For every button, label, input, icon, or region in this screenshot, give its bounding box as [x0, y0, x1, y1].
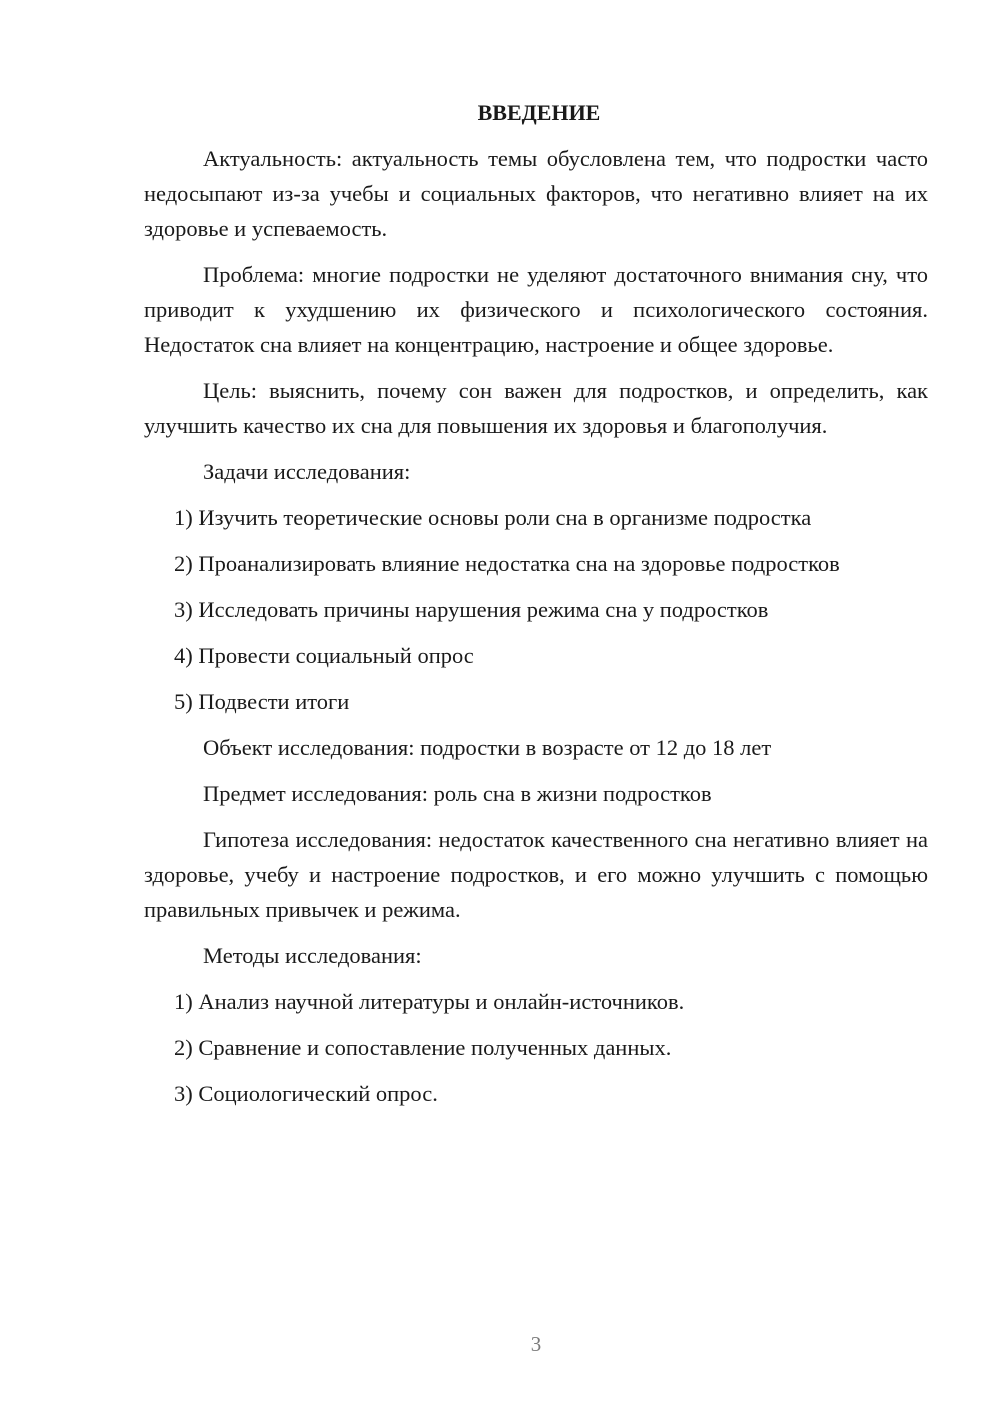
page-number: 3: [530, 1332, 542, 1356]
relevance-paragraph: Актуальность: актуальность темы обусловлена тем, что подростки часто недосыпают из-за учебы и социальных факторов, что негативно влияет на их здоровье и успеваемость.: [144, 146, 928, 241]
list-item: 3) Исследовать причины нарушения режима сна у подростков: [174, 597, 769, 622]
page-content: [144, 95, 928, 1122]
hypothesis-paragraph: Гипотеза исследования: недостаток качественного сна негативно влияет на здоровье, учебу и настроение подростков, и его можно улучшить с помощью правильных привычек и режима.: [144, 827, 928, 922]
goal-paragraph: Цель: выяснить, почему сон важен для подростков, и определить, как улучшить качество их сна для повышения их здоровья и благополучия.: [144, 378, 928, 438]
methods-list: [144, 984, 928, 1111]
list-item: 2) Сравнение и сопоставление полученных данных.: [174, 1035, 672, 1060]
list-item: 2) Проанализировать влияние недостатка сна на здоровье подростков: [174, 551, 840, 576]
methods-label: Методы исследования:: [203, 943, 422, 968]
list-item: 5) Подвести итоги: [174, 689, 350, 714]
tasks-list: [144, 500, 928, 719]
subject-line: Предмет исследования: роль сна в жизни подростков: [203, 781, 712, 806]
list-item: 1) Изучить теоретические основы роли сна в организме подростка: [174, 505, 812, 530]
list-item: 1) Анализ научной литературы и онлайн-источников.: [174, 989, 685, 1014]
problem-paragraph: Проблема: многие подростки не уделяют достаточного внимания сну, что приводит к ухудшению их физического и психологического состояния. Недостаток сна влияет на концентрацию, настроение и общее здоровье.: [144, 262, 928, 357]
tasks-label: Задачи исследования:: [203, 459, 411, 484]
object-line: Объект исследования: подростки в возрасте от 12 до 18 лет: [203, 735, 772, 760]
section-title: ВВЕДЕНИЕ: [477, 100, 601, 125]
list-item: 3) Социологический опрос.: [174, 1081, 438, 1106]
list-item: 4) Провести социальный опрос: [174, 643, 474, 668]
